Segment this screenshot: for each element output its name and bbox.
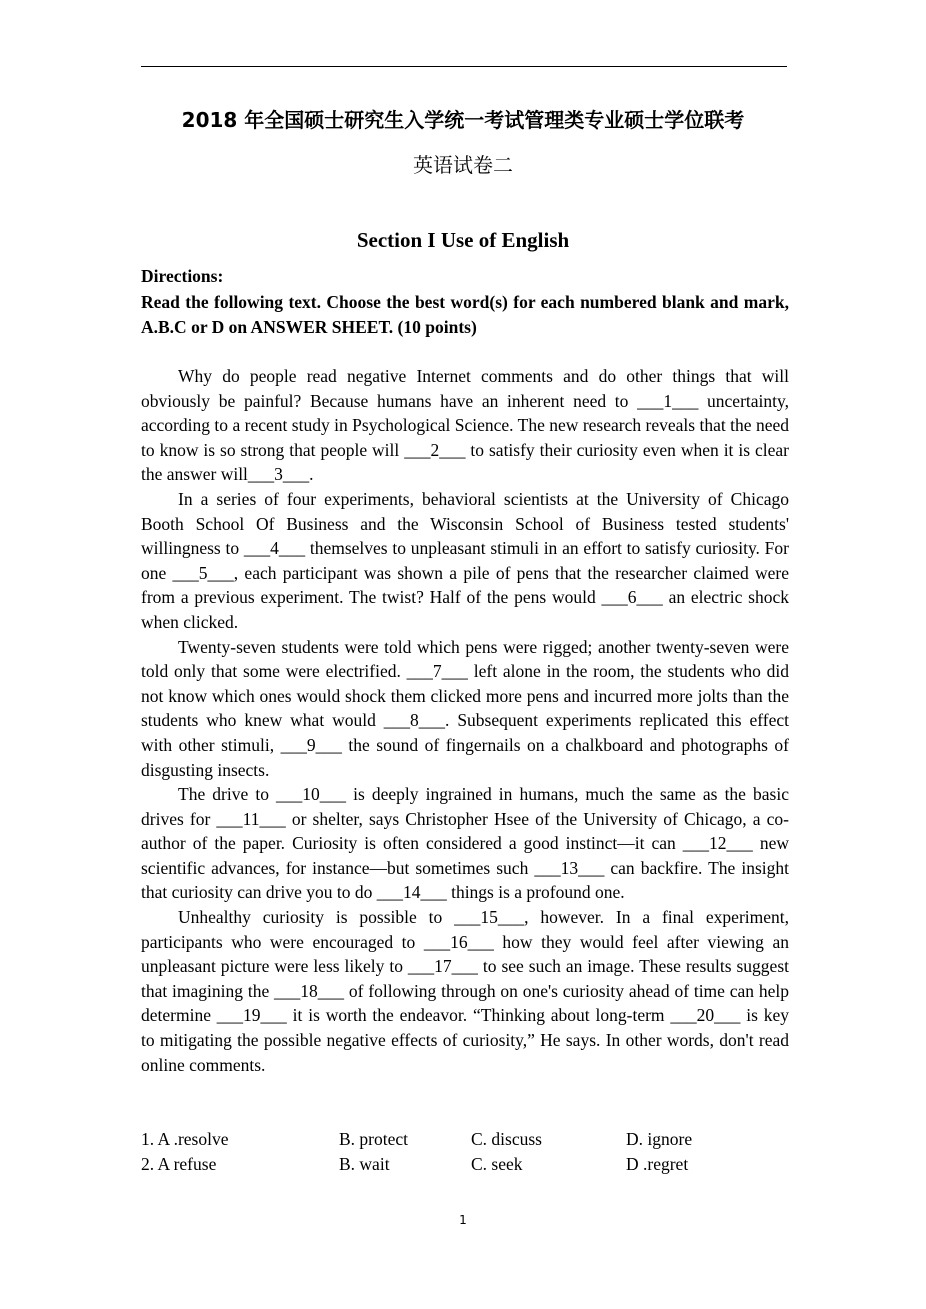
option-c: C. discuss	[471, 1129, 542, 1149]
option-d: D. ignore	[626, 1129, 693, 1149]
question-row	[141, 1152, 789, 1177]
option-c: C. seek	[471, 1153, 523, 1174]
exam-title: 2018 年全国硕士研究生入学统一考试管理类专业硕士学位联考	[181, 108, 745, 132]
question-row	[141, 1127, 789, 1152]
passage	[141, 364, 789, 1077]
option-a: 2. A refuse	[141, 1153, 217, 1174]
option-b: B. wait	[339, 1153, 390, 1174]
option-a: 1. A .resolve	[141, 1129, 229, 1149]
passage-paragraph: Twenty-seven students were told which pens were rigged; another twenty-seven were told only that some were electrified. ___7___ left alone in the room, the students who did not know which ones would shock them clicked more pens and incurred more jolts than the students who knew what would ___8___. Subsequent experiments replicated this effect with other stimuli, ___9___ the sound of fingernails on a chalkboard and photographs of disgusting insects.	[141, 636, 789, 780]
directions-label: Directions:	[141, 266, 224, 286]
exam-subtitle: 英语试卷二	[413, 153, 513, 177]
option-b: B. protect	[339, 1129, 409, 1149]
answer-options	[141, 1127, 789, 1176]
section-title: Section I Use of English	[356, 228, 570, 252]
passage-paragraph: In a series of four experiments, behavioral scientists at the University of Chicago Booth School Of Business and the Wisconsin School of Business tested students' willingness to ___4___ themselves to unpleasant stimuli in an effort to satisfy curiosity. For one ___5___, each participant was shown a pile of pens that the researcher claimed were from a previous experiment. The twist? Half of the pens would ___6___ an electric shock when clicked.	[141, 488, 789, 632]
passage-paragraph: Why do people read negative Internet comments and do other things that will obviously be painful? Because humans have an inherent need to ___1___ uncertainty, according to a recent study in Psychological Science. The new research reveals that the need to know is so strong that people will ___2___ to satisfy their curiosity even when it is clear the answer will___3___.	[141, 366, 789, 485]
directions-text: Read the following text. Choose the best word(s) for each numbered blank and mark, A.B.C or D on ANSWER SHEET. (10 points)	[141, 292, 789, 337]
top-rule	[141, 66, 787, 67]
option-d: D .regret	[626, 1153, 689, 1174]
passage-paragraph: Unhealthy curiosity is possible to ___15___, however. In a final experiment, participants who were encouraged to ___16___ how they would feel after viewing an unpleasant picture were less likely to ___17___ to see such an image. These results suggest that imagining the ___18___ of following through on one's curiosity ahead of time can help determine ___19___ it is worth the endeavor. “Thinking about long-term ___20___ is key to mitigating the possible negative effects of curiosity,” He says. In other words, don't read online comments.	[141, 907, 789, 1075]
page-number: 1	[459, 1213, 467, 1227]
passage-paragraph: The drive to ___10___ is deeply ingrained in humans, much the same as the basic drives for ___11___ or shelter, says Christopher Hsee of the University of Chicago, a co-author of the paper. Curiosity is often considered a good instinct—it can ___12___ new scientific advances, for instance—but sometimes such ___13___ can backfire. The insight that curiosity can drive you to do ___14___ things is a profound one.	[141, 784, 789, 903]
